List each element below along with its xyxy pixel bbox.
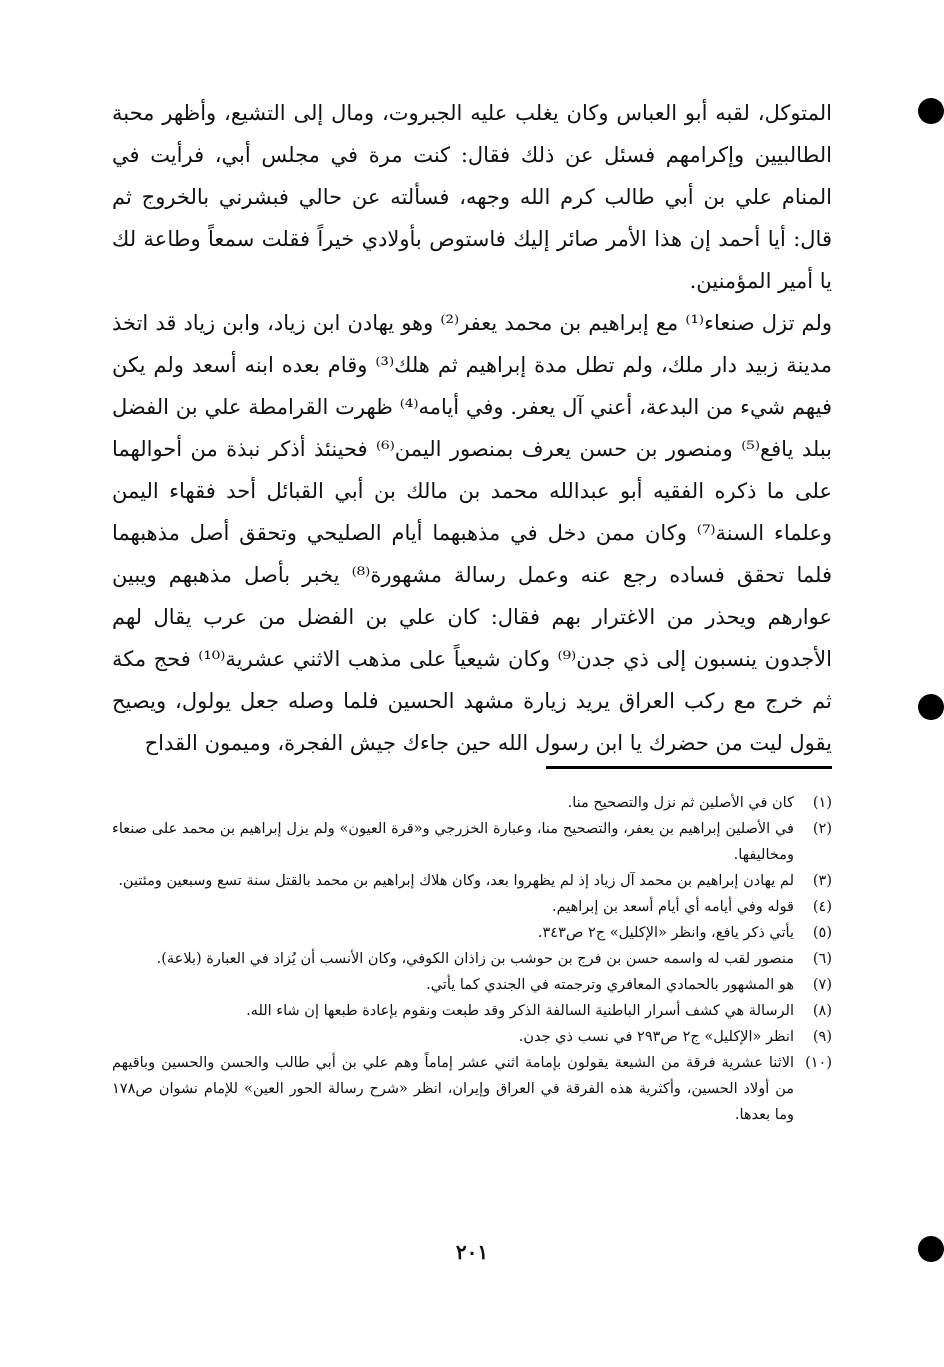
footnote-text: انظر «الإكليل» ج٢ ص٢٩٣ في نسب ذي جدن.: [518, 1029, 794, 1045]
footnote-text: كان في الأصلين ثم نزل والتصحيح منا.: [567, 795, 794, 811]
footnote-text: في الأصلين إبراهيم بن يعفر، والتصحيح منا، وعبارة الخزرجي و«قرة العيون» ولم يزل إبراهيم بن محمد على صنعاء ومخاليفها.: [112, 821, 794, 863]
footnote-number: (١٠): [805, 1055, 832, 1071]
footnote: [112, 1050, 832, 1128]
page-number: ٢٠١: [455, 1240, 489, 1264]
footnote-separator: [546, 766, 832, 769]
main-text-body: [112, 92, 832, 764]
footnote-number: (٤): [812, 899, 832, 915]
paragraph: ولم تزل صنعاء⁽¹⁾ مع إبراهيم بن محمد يعفر⁽²⁾ وهو يهادن ابن زياد، وابن زياد قد اتخذ مدينة زبيد دار ملك، ولم تطل مدة إبراهيم ثم هلك⁽³⁾ وقام بعده ابنه أسعد ولم يكن فيهم شيء من البدعة، أعني آل يعفر. وفي أيامه⁽⁴⁾ ظهرت القرامطة علي بن الفضل ببلد يافع⁽⁵⁾ ومنصور بن حسن يعرف بمنصور اليمن⁽⁶⁾ فحينئذ أذكر نبذة من أحوالهما على ما ذكره الفقيه أبو عبدالله محمد بن مالك بن أبي القبائل أحد فقهاء اليمن وعلماء السنة⁽⁷⁾ وكان ممن دخل في مذهبهما أيام الصليحي وتحقق أصل مذهبهما فلما تحقق فساده رجع عنه وعمل رسالة مشهورة⁽⁸⁾ يخبر بأصل مذهبهم ويبين عوارهم ويحذر من الاغترار بهم فقال: كان علي بن الفضل من عرب يقال لهم الأجدون ينسبون إلى ذي جدن⁽⁹⁾ وكان شيعياً على مذهب الاثني عشرية⁽¹⁰⁾ فحج مكة ثم خرج مع ركب العراق يريد زيارة مشهد الحسين فلما وصله جعل يولول، ويصيح يقول ليت من حضرك يا ابن رسول الله حين جاءك جيش الفجرة، وميمون القداح: [112, 311, 832, 755]
footnote-text: الرسالة هي كشف أسرار الباطنية السالفة الذكر وقد طبعت ونقوم بإعادة طبعها إن شاء الله.: [246, 1003, 794, 1019]
footnote-number: (١): [812, 795, 832, 811]
footnote-number: (٧): [812, 977, 832, 993]
footnote: [112, 894, 832, 920]
footnote: [112, 790, 832, 816]
paragraph: المتوكل، لقبه أبو العباس وكان يغلب عليه الجبروت، ومال إلى التشيع، وأظهر محبة الطالبيين وإكرامهم فسئل عن ذلك فقال: كنت مرة في مجلس أبي، فرأيت في المنام علي بن أبي طالب كرم الله وجهه، فسألته عن حالي فبشرني بالخروج ثم قال: أيا أحمد إن هذا الأمر صائر إليك فاستوص بأولادي خيراً فقلت سمعاً وطاعة لك يا أمير المؤمنين.: [112, 101, 832, 293]
footnote: [112, 816, 832, 868]
footnote-text: قوله وفي أيامه أي أيام أسعد بن إبراهيم.: [552, 899, 794, 915]
footnote-number: (٥): [812, 925, 832, 941]
footnote: [112, 946, 832, 972]
footnote-text: منصور لقب له واسمه حسن بن فرج بن حوشب بن زاذان الكوفي، وكان الأنسب أن يُزاد في العبارة (بلاعة).: [156, 951, 794, 967]
binder-hole-mark: [918, 98, 944, 124]
footnote: [112, 998, 832, 1024]
footnote: [112, 920, 832, 946]
footnote-text: هو المشهور بالحمادي المعافري وترجمته في الجندي كما يأتي.: [426, 977, 794, 993]
footnote-number: (٦): [812, 951, 832, 967]
footnote-number: (٣): [812, 873, 832, 889]
footnote-text: يأتي ذكر يافع، وانظر «الإكليل» ج٢ ص٣٤٣.: [537, 925, 794, 941]
footnote-text: لم يهادن إبراهيم بن محمد آل زياد إذ لم يظهروا بعد، وكان هلاك إبراهيم بن محمد بالقتل سنة تسع وسبعين ومئتين.: [118, 873, 794, 889]
footnotes-section: [112, 790, 832, 1128]
footnote-number: (٢): [812, 821, 832, 837]
footnote: [112, 868, 832, 894]
footnote: [112, 972, 832, 998]
footnote: [112, 1024, 832, 1050]
footnote-number: (٩): [812, 1029, 832, 1045]
footnote-text: الاثنا عشرية فرقة من الشيعة يقولون بإمامة اثني عشر إماماً وهم علي بن أبي طالب والحسن والحسين وباقيهم من أولاد الحسين، وأكثرية هذه الفرقة في العراق وإيران، انظر «شرح رسالة الحور العين» للإمام نشوان ص١٧٨ وما بعدها.: [112, 1055, 794, 1123]
footnote-number: (٨): [812, 1003, 832, 1019]
binder-hole-mark: [918, 694, 944, 720]
